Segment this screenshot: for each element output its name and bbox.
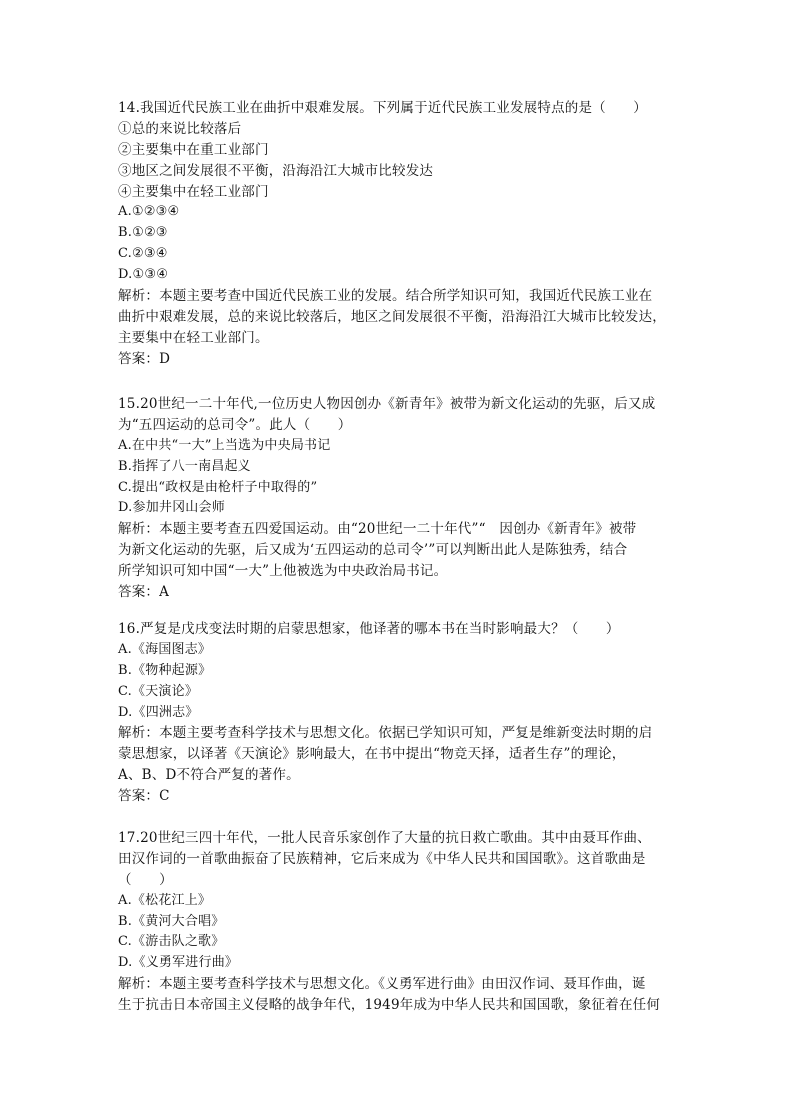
- analysis-line: 蒙思想家，以译著《天演论》影响最大，在书中提出“物竞天择，适者生存”的理论，: [118, 746, 626, 763]
- question-stem-line: 为“五四运动的总司令”。此人（ ）: [118, 416, 352, 433]
- analysis-line: 解析：本题主要考查科学技术与思想文化。《义勇军进行曲》由田汉作词、聂耳作曲，诞: [118, 976, 646, 993]
- answer-option: B.指挥了八一南昌起义: [118, 458, 251, 474]
- analysis-line: 解析：本题主要考查中国近代民族工业的发展。结合所学知识可知，我国近代民族工业在: [118, 288, 653, 305]
- answer-option: C.②③④: [118, 246, 168, 262]
- question-16: [118, 619, 678, 807]
- answer-option: A.《松花江上》: [118, 892, 212, 908]
- question-stem-line: 14.我国近代民族工业在曲折中艰难发展。下列属于近代民族工业发展特点的是（ ）: [118, 100, 647, 116]
- analysis-line: 解析：本题主要考查科学技术与思想文化。依据已学知识可知，严复是维新变法时期的启: [118, 725, 653, 742]
- answer-option: B.《物种起源》: [118, 662, 212, 678]
- answer-option: D.《义勇军进行曲》: [118, 955, 239, 971]
- answer-key: 答案：A: [118, 584, 170, 601]
- answer-key: 答案：D: [118, 350, 171, 367]
- answer-option: A.①②③④: [118, 204, 180, 220]
- answer-option: C.《游击队之歌》: [118, 934, 225, 950]
- analysis-line: 曲折中艰难发展，总的来说比较落后，地区之间发展很不平衡，沿海沿江大城市比较发达，: [118, 308, 666, 325]
- question-stem-line: ④主要集中在轻工业部门: [118, 183, 269, 200]
- answer-option: B.①②③: [118, 225, 168, 241]
- answer-option: D.①③④: [118, 267, 169, 283]
- answer-option: A.在中共“一大”上当选为中央局书记: [118, 437, 331, 453]
- analysis-line: 解析：本题主要考查五四爱国运动。由“20世纪一二十年代”“ 因创办《新青年》被带: [118, 521, 637, 538]
- analysis-line: A、B、D不符合严复的著作。: [118, 767, 300, 784]
- analysis-line: 生于抗击日本帝国主义侵略的战争年代，1949年成为中华人民共和国国歌，象征着在任何: [118, 997, 661, 1014]
- analysis-line: 主要集中在轻工业部门。: [118, 329, 269, 346]
- answer-option: C.《天演论》: [118, 683, 199, 699]
- question-stem-line: ①总的来说比较落后: [118, 120, 242, 137]
- question-17: [118, 828, 678, 1016]
- question-14: [118, 98, 678, 370]
- question-stem-line: 17.20世纪三四十年代，一批人民音乐家创作了大量的抗日救亡歌曲。其中由聂耳作曲、: [118, 830, 651, 846]
- answer-option: C.提出“政权是由枪杆子中取得的”: [118, 479, 318, 495]
- question-stem-line: 田汉作词的一首歌曲振奋了民族精神，它后来成为《中华人民共和国国歌》。这首歌曲是: [118, 850, 646, 867]
- answer-option: A.《海国图志》: [118, 641, 212, 657]
- question-stem-line: 16.严复是戊戌变法时期的启蒙思想家，他译著的哪本书在当时影响最大？（ ）: [118, 621, 620, 637]
- answer-option: D.参加井冈山会师: [118, 500, 225, 516]
- analysis-line: 为新文化运动的先驱，后又成为‘五四运动的总司令’”可以判断出此人是陈独秀，结合: [118, 542, 628, 559]
- analysis-line: 所学知识可知中国“一大”上他被选为中央政治局书记。: [118, 563, 448, 580]
- question-15: [118, 394, 678, 603]
- question-stem-line: （ ）: [118, 871, 173, 888]
- question-stem-line: 15.20世纪一二十年代,一位历史人物因创办《新青年》被带为新文化运动的先驱，后又成: [118, 396, 656, 412]
- question-stem-line: ②主要集中在重工业部门: [118, 141, 269, 158]
- answer-option: D.《四洲志》: [118, 704, 199, 720]
- answer-key: 答案：C: [118, 788, 170, 805]
- question-stem-line: ③地区之间发展很不平衡，沿海沿江大城市比较发达: [118, 162, 434, 179]
- answer-option: B.《黄河大合唱》: [118, 913, 225, 929]
